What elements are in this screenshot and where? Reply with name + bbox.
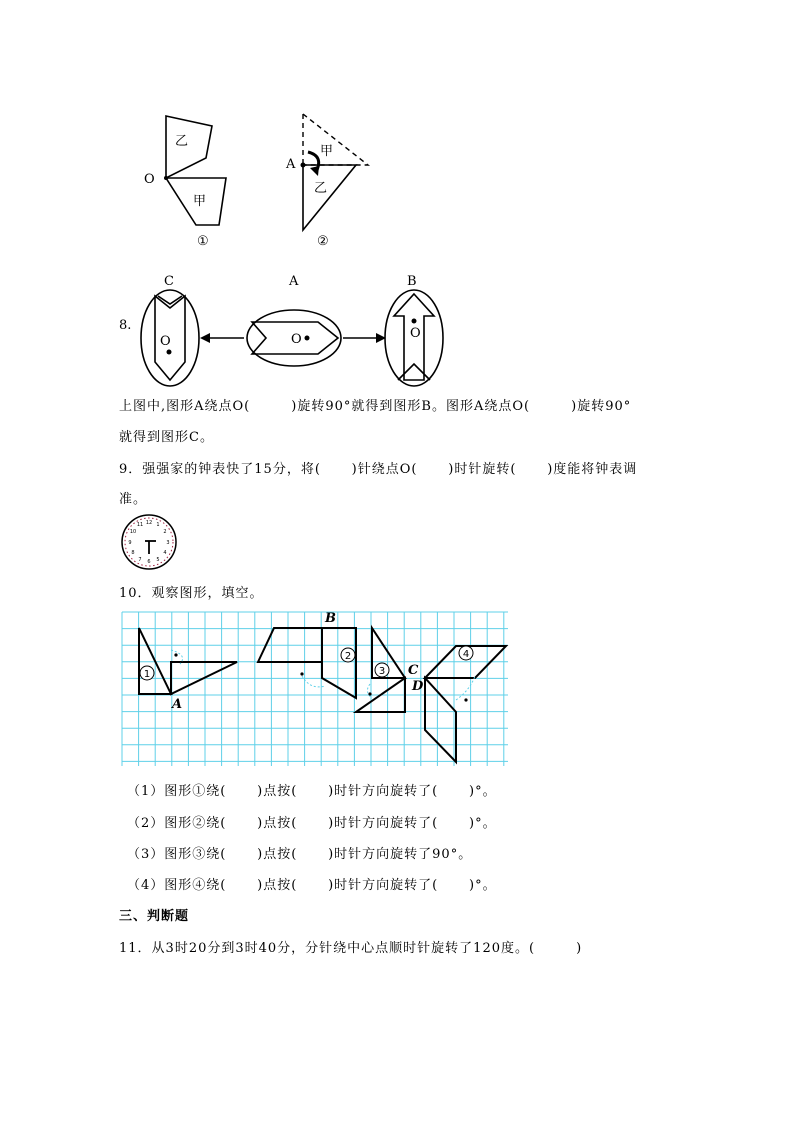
- svg-text:3: 3: [166, 540, 170, 546]
- label-jia-2: 甲: [320, 144, 334, 159]
- q10-item-1: （1）图形①绕( )点按( )时针方向旋转了( )°。: [127, 784, 497, 799]
- svg-text:11: 11: [136, 522, 144, 528]
- label-yi-2: 乙: [314, 181, 328, 196]
- svg-text:6: 6: [147, 559, 151, 565]
- caption-2: ②: [317, 234, 329, 249]
- q10-item-3: （3）图形③绕( )点按( )时针方向旋转了90°。: [127, 847, 473, 862]
- svg-text:7: 7: [138, 557, 142, 563]
- label-o-c: O: [160, 334, 171, 349]
- svg-text:1: 1: [156, 522, 160, 528]
- q8-line1: 上图中,图形A绕点O( )旋转90°就得到图形B。图形A绕点O( )旋转90°: [119, 399, 632, 414]
- label-jia: 甲: [193, 194, 207, 209]
- svg-text:1: 1: [143, 669, 151, 680]
- label-o-b: O: [410, 326, 421, 341]
- caption-1: ①: [197, 234, 209, 249]
- svg-text:5: 5: [156, 557, 160, 563]
- q10-title: 10．观察图形，填空。: [119, 586, 264, 601]
- q8-line2: 就得到图形C。: [119, 430, 214, 445]
- svg-text:10: 10: [129, 529, 137, 535]
- label-b: B: [407, 274, 417, 289]
- section-heading: 三、判断题: [119, 909, 190, 924]
- label-C: C: [408, 663, 419, 678]
- q11-text: 11．从3时20分到3时40分，分针绕中心点顺时针旋转了120度。( ): [119, 941, 583, 956]
- svg-text:9: 9: [128, 540, 132, 546]
- svg-text:12: 12: [145, 520, 153, 526]
- svg-text:8: 8: [131, 550, 135, 556]
- q10-item-4: （4）图形④绕( )点按( )时针方向旋转了( )°。: [127, 878, 497, 893]
- svg-text:4: 4: [163, 550, 167, 556]
- label-D: D: [412, 679, 424, 694]
- label-B: B: [325, 611, 336, 626]
- q10-item-2: （2）图形②绕( )点按( )时针方向旋转了( )°。: [127, 816, 497, 831]
- label-a: A: [289, 274, 299, 289]
- svg-text:3: 3: [378, 666, 386, 677]
- label-A-grid: A: [172, 697, 183, 712]
- q9-line2: 准。: [119, 492, 148, 507]
- svg-text:2: 2: [163, 529, 167, 535]
- label-yi: 乙: [175, 134, 189, 149]
- label-o: O: [144, 172, 155, 187]
- q8-number: 8.: [119, 318, 132, 333]
- label-a-top: A: [286, 157, 296, 172]
- svg-text:4: 4: [462, 649, 470, 660]
- label-c: C: [164, 274, 174, 289]
- svg-text:2: 2: [344, 651, 352, 662]
- q9-line1: 9．强强家的钟表快了15分，将( )针绕点O( )时针旋转( )度能将钟表调: [119, 462, 638, 477]
- label-o-a: O: [291, 332, 302, 347]
